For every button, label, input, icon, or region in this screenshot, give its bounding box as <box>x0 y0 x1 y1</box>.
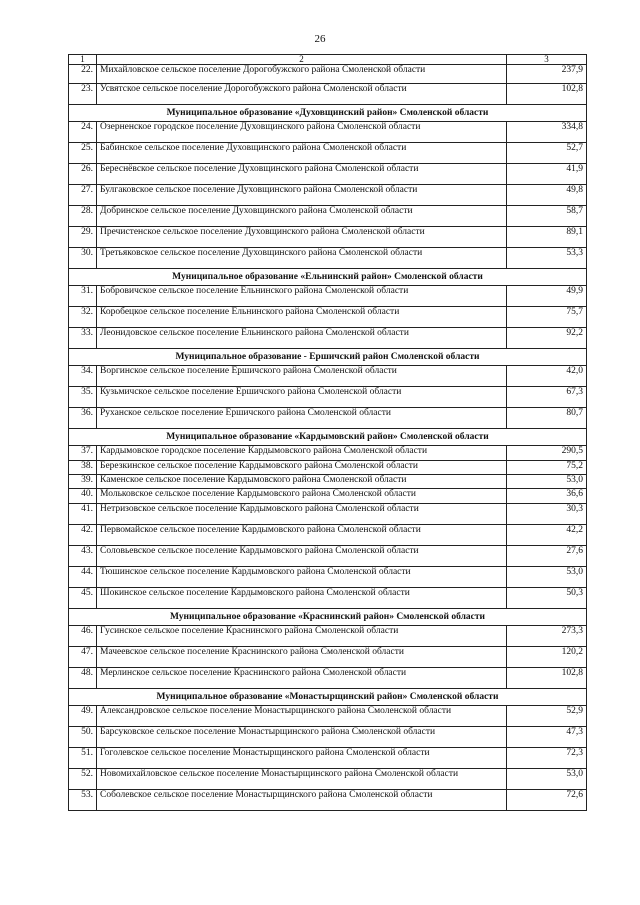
amount-value: 58,7 <box>507 206 587 227</box>
row-number: 43. <box>69 546 97 567</box>
amount-value: 42,2 <box>507 525 587 546</box>
amount-value: 49,8 <box>507 185 587 206</box>
section-header-row <box>69 429 587 446</box>
amount-value: 67,3 <box>507 387 587 408</box>
table-row <box>69 185 587 206</box>
settlement-name: Гоголевское сельское поселение Монастырщинского района Смоленской области <box>97 748 507 769</box>
table-row <box>69 366 587 387</box>
amount-value: 53,0 <box>507 475 587 489</box>
table-row <box>69 461 587 475</box>
row-number: 52. <box>69 769 97 790</box>
settlement-name: Александровское сельское поселение Монастырщинского района Смоленской области <box>97 706 507 727</box>
table-row <box>69 790 587 811</box>
section-header-row <box>69 105 587 122</box>
amount-value: 75,2 <box>507 461 587 475</box>
amount-value: 36,6 <box>507 489 587 504</box>
table-row <box>69 727 587 748</box>
settlement-name: Пречистенское сельское поселение Духовщинского района Смоленской области <box>97 227 507 248</box>
amount-value: 72,3 <box>507 748 587 769</box>
settlement-name: Береснёвское сельское поселение Духовщинского района Смоленской области <box>97 164 507 185</box>
settlement-name: Мачеевское сельское поселение Краснинского района Смоленской области <box>97 647 507 668</box>
section-title: Муниципальное образование «Кардымовский район» Смоленской области <box>69 429 587 446</box>
amount-value: 89,1 <box>507 227 587 248</box>
row-number: 34. <box>69 366 97 387</box>
amount-value: 49,9 <box>507 286 587 307</box>
settlement-name: Михайловское сельское поселение Дорогобужского района Смоленской области <box>97 65 507 84</box>
amount-value: 102,8 <box>507 84 587 105</box>
amount-value: 75,7 <box>507 307 587 328</box>
amount-value: 80,7 <box>507 408 587 429</box>
settlement-name: Соловьевское сельское поселение Кардымовского района Смоленской области <box>97 546 507 567</box>
settlement-name: Нетризовское сельское поселение Кардымовского района Смоленской области <box>97 504 507 525</box>
settlement-name: Тюшинское сельское поселение Кардымовского района Смоленской области <box>97 567 507 588</box>
row-number: 47. <box>69 647 97 668</box>
table-row <box>69 504 587 525</box>
amount-value: 53,0 <box>507 769 587 790</box>
row-number: 39. <box>69 475 97 489</box>
table-row <box>69 706 587 727</box>
settlement-name: Третьяковское сельское поселение Духовщинского района Смоленской области <box>97 248 507 269</box>
table-row <box>69 408 587 429</box>
settlement-name: Булгаковское сельское поселение Духовщинского района Смоленской области <box>97 185 507 206</box>
table-row <box>69 769 587 790</box>
row-number: 45. <box>69 588 97 609</box>
table-row <box>69 647 587 668</box>
row-number: 27. <box>69 185 97 206</box>
table-row <box>69 489 587 504</box>
table-row <box>69 546 587 567</box>
page-number: 26 <box>314 33 326 45</box>
table-header-row <box>69 55 587 65</box>
row-number: 35. <box>69 387 97 408</box>
row-number: 50. <box>69 727 97 748</box>
table-row <box>69 387 587 408</box>
section-title: Муниципальное образование «Ельнинский район» Смоленской области <box>69 269 587 286</box>
table-row <box>69 525 587 546</box>
settlement-name: Новомихайловское сельское поселение Монастырщинского района Смоленской области <box>97 769 507 790</box>
amount-value: 72,6 <box>507 790 587 811</box>
section-title: Муниципальное образование «Духовщинский район» Смоленской области <box>69 105 587 122</box>
section-title: Муниципальное образование «Краснинский район» Смоленской области <box>69 609 587 626</box>
table-row <box>69 122 587 143</box>
amount-value: 92,2 <box>507 328 587 349</box>
row-number: 41. <box>69 504 97 525</box>
row-number: 53. <box>69 790 97 811</box>
settlement-name: Руханское сельское поселение Ершичского района Смоленской области <box>97 408 507 429</box>
row-number: 31. <box>69 286 97 307</box>
amount-value: 53,0 <box>507 567 587 588</box>
settlement-name: Гусинское сельское поселение Краснинского района Смоленской области <box>97 626 507 647</box>
settlement-name: Соболевское сельское поселение Монастырщинского района Смоленской области <box>97 790 507 811</box>
table-row <box>69 446 587 461</box>
settlement-name: Леонидовское сельское поселение Ельнинского района Смоленской области <box>97 328 507 349</box>
row-number: 24. <box>69 122 97 143</box>
table-row <box>69 567 587 588</box>
settlement-name: Шокинское сельское поселение Кардымовского района Смоленской области <box>97 588 507 609</box>
settlement-name: Коробецкое сельское поселение Ельнинского района Смоленской области <box>97 307 507 328</box>
table-row <box>69 227 587 248</box>
header-col-name: 2 <box>97 55 507 65</box>
section-header-row <box>69 689 587 706</box>
amount-value: 273,3 <box>507 626 587 647</box>
amount-value: 334,8 <box>507 122 587 143</box>
row-number: 25. <box>69 143 97 164</box>
section-header-row <box>69 349 587 366</box>
amount-value: 52,9 <box>507 706 587 727</box>
amount-value: 42,0 <box>507 366 587 387</box>
table-row <box>69 286 587 307</box>
table-row <box>69 307 587 328</box>
table-row <box>69 475 587 489</box>
row-number: 30. <box>69 248 97 269</box>
row-number: 22. <box>69 65 97 84</box>
row-number: 38. <box>69 461 97 475</box>
section-header-row <box>69 609 587 626</box>
row-number: 40. <box>69 489 97 504</box>
allocation-table <box>68 54 587 811</box>
amount-value: 53,3 <box>507 248 587 269</box>
settlement-name: Мерлинское сельское поселение Краснинского района Смоленской области <box>97 668 507 689</box>
settlement-name: Березкинское сельское поселение Кардымовского района Смоленской области <box>97 461 507 475</box>
amount-value: 102,8 <box>507 668 587 689</box>
settlement-name: Бобровичское сельское поселение Ельнинского района Смоленской области <box>97 286 507 307</box>
table-row <box>69 588 587 609</box>
amount-value: 237,9 <box>507 65 587 84</box>
table-row <box>69 668 587 689</box>
header-col-value: 3 <box>507 55 587 65</box>
table-row <box>69 206 587 227</box>
row-number: 28. <box>69 206 97 227</box>
amount-value: 41,9 <box>507 164 587 185</box>
settlement-name: Кардымовское городское поселение Кардымовского района Смоленской области <box>97 446 507 461</box>
amount-value: 27,6 <box>507 546 587 567</box>
table-row <box>69 248 587 269</box>
settlement-name: Мольковское сельское поселение Кардымовского района Смоленской области <box>97 489 507 504</box>
settlement-name: Кузьмичское сельское поселение Ершичского района Смоленской области <box>97 387 507 408</box>
section-header-row <box>69 269 587 286</box>
settlement-name: Бабинское сельское поселение Духовщинского района Смоленской области <box>97 143 507 164</box>
amount-value: 50,3 <box>507 588 587 609</box>
settlement-name: Воргинское сельское поселение Ершичского района Смоленской области <box>97 366 507 387</box>
row-number: 51. <box>69 748 97 769</box>
table-row <box>69 143 587 164</box>
amount-value: 47,3 <box>507 727 587 748</box>
settlement-name: Добринское сельское поселение Духовщинского района Смоленской области <box>97 206 507 227</box>
amount-value: 290,5 <box>507 446 587 461</box>
settlement-name: Усвятское сельское поселение Дорогобужского района Смоленской области <box>97 84 507 105</box>
row-number: 37. <box>69 446 97 461</box>
row-number: 48. <box>69 668 97 689</box>
amount-value: 120,2 <box>507 647 587 668</box>
settlement-name: Барсуковское сельское поселение Монастырщинского района Смоленской области <box>97 727 507 748</box>
row-number: 42. <box>69 525 97 546</box>
table-row <box>69 65 587 84</box>
table-row <box>69 84 587 105</box>
header-col-number: 1 <box>69 55 97 65</box>
settlement-name: Первомайское сельское поселение Кардымовского района Смоленской области <box>97 525 507 546</box>
row-number: 44. <box>69 567 97 588</box>
settlement-name: Озерненское городское поселение Духовщинского района Смоленской области <box>97 122 507 143</box>
amount-value: 52,7 <box>507 143 587 164</box>
section-title: Муниципальное образование - Ершичский район Смоленской области <box>69 349 587 366</box>
row-number: 32. <box>69 307 97 328</box>
table-body <box>69 55 587 811</box>
table-row <box>69 164 587 185</box>
row-number: 36. <box>69 408 97 429</box>
row-number: 26. <box>69 164 97 185</box>
table-row <box>69 626 587 647</box>
amount-value: 30,3 <box>507 504 587 525</box>
row-number: 46. <box>69 626 97 647</box>
table-row <box>69 328 587 349</box>
table-row <box>69 748 587 769</box>
row-number: 33. <box>69 328 97 349</box>
row-number: 49. <box>69 706 97 727</box>
row-number: 23. <box>69 84 97 105</box>
settlement-name: Каменское сельское поселение Кардымовского района Смоленской области <box>97 475 507 489</box>
row-number: 29. <box>69 227 97 248</box>
section-title: Муниципальное образование «Монастырщинский район» Смоленской области <box>69 689 587 706</box>
